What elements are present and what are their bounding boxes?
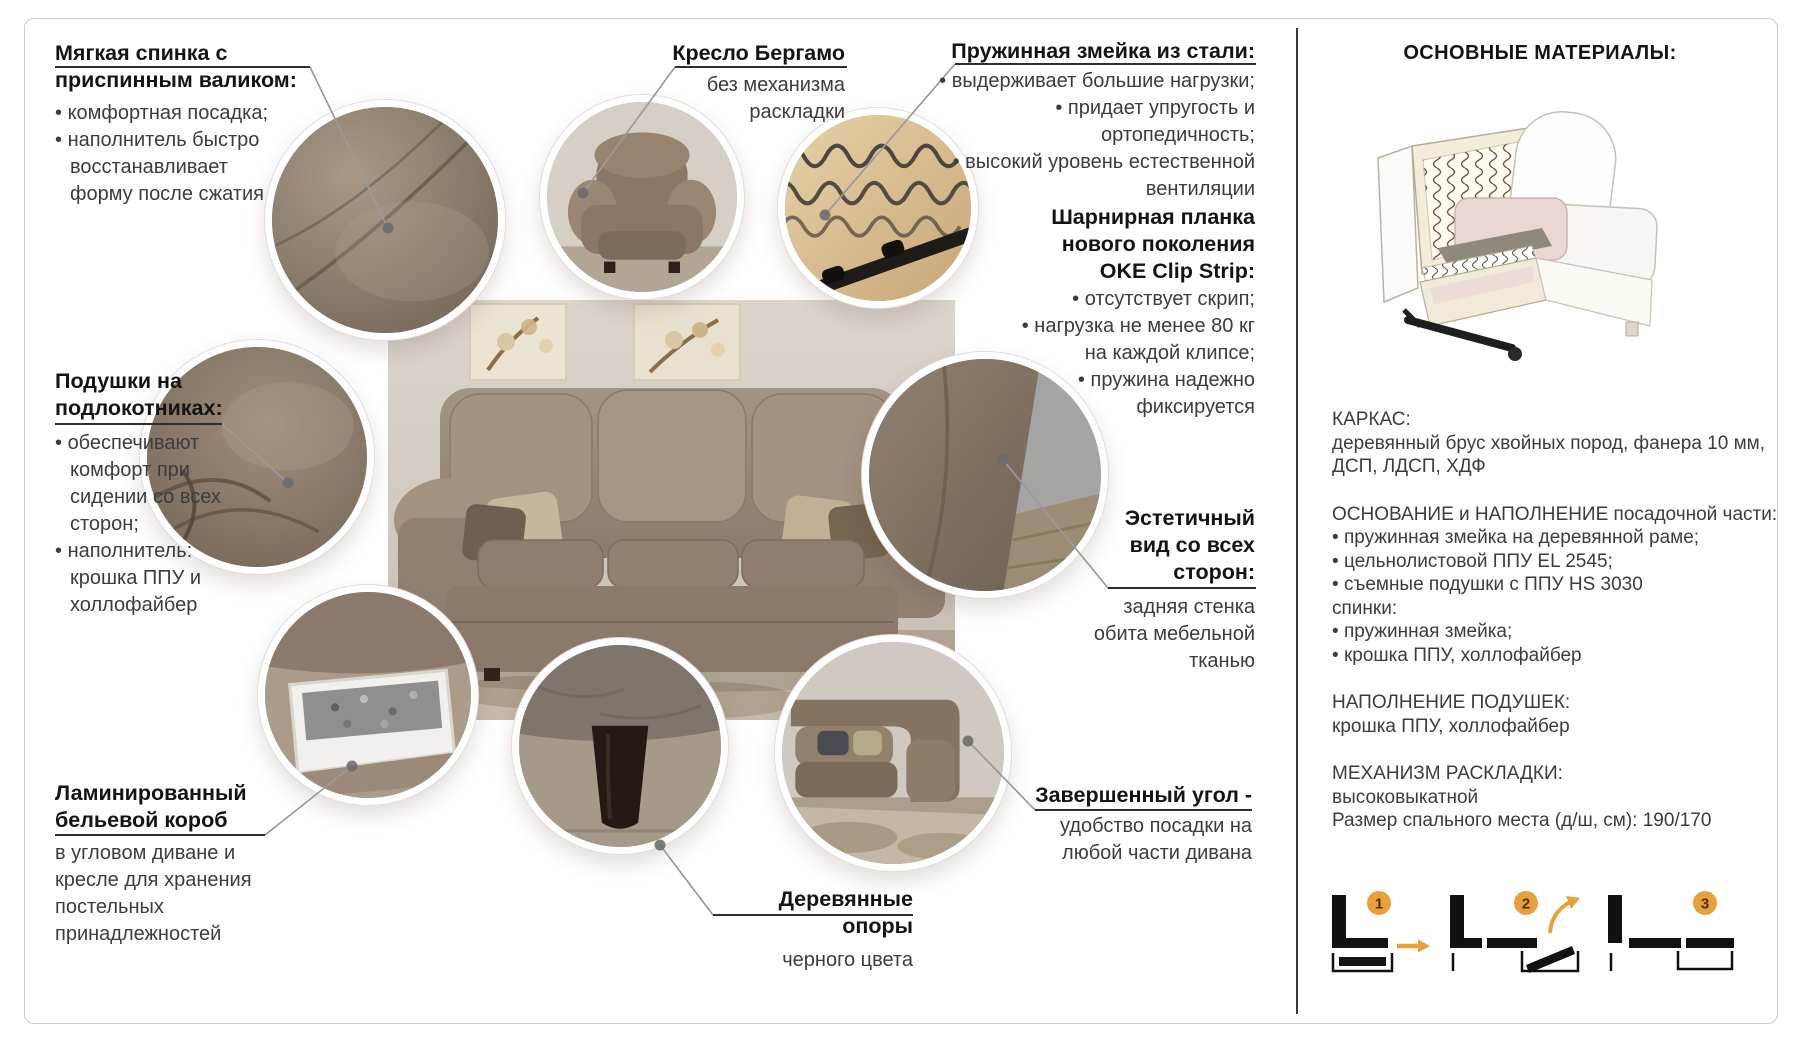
step-3-number: 3 bbox=[1700, 895, 1710, 913]
mechanism-label: МЕХАНИЗМ РАСКЛАДКИ: bbox=[1332, 763, 1563, 784]
frame-label: КАРКАС: bbox=[1332, 409, 1411, 430]
callout-aesthetic-title: Эстетичный вид со всех сторон: bbox=[1124, 506, 1255, 584]
callout-springs-bullets: • выдерживает большие нагрузки; • придает упругость и ортопедичность; • высокий уровень естественной вентиляции bbox=[923, 68, 1255, 203]
step-3 bbox=[1608, 891, 1734, 971]
callout-linen-box-title: Ламинированный бельевой короб bbox=[55, 781, 247, 832]
frame-section bbox=[1332, 408, 1780, 479]
photo-linen-drawer-box bbox=[258, 585, 478, 805]
step-1 bbox=[1332, 891, 1430, 971]
callout-soft-back bbox=[55, 40, 317, 208]
foldout-steps-diagram bbox=[1330, 885, 1760, 990]
pillow-label: НАПОЛНЕНИЕ ПОДУШЕК: bbox=[1332, 692, 1571, 713]
base-label: ОСНОВАНИЕ и НАПОЛНЕНИЕ посадочной части: bbox=[1332, 503, 1778, 525]
callout-armrest-pillows bbox=[55, 368, 233, 619]
bed-size-text: Размер спального места (д/ш, см): 190/170 bbox=[1332, 810, 1712, 831]
step-2 bbox=[1450, 891, 1580, 973]
base-bullets: • пружинная змейка на деревянной раме; • цельнолистовой ППУ EL 2545; • съемные подушки с ППУ HS 3030 bbox=[1332, 526, 1780, 597]
callout-wooden-legs-text: черного цвета bbox=[782, 949, 913, 971]
callout-linen-box bbox=[55, 780, 273, 948]
callout-wooden-legs-title: Деревянные опоры bbox=[778, 887, 913, 938]
callout-finished-corner bbox=[1012, 782, 1252, 867]
callout-linen-box-text: в угловом диване и кресле для хранения постельных принадлежностей bbox=[55, 842, 252, 945]
back-label: спинки: bbox=[1332, 597, 1398, 619]
base-section bbox=[1332, 503, 1780, 668]
wall-picture-left bbox=[470, 304, 566, 380]
mechanism-text: высоковыкатной bbox=[1332, 786, 1479, 808]
photo-corner-sofa bbox=[775, 635, 1011, 871]
step-1-number: 1 bbox=[1374, 895, 1384, 913]
panel-divider bbox=[1296, 28, 1298, 1014]
wall-picture-right bbox=[634, 304, 740, 380]
photo-wooden-leg bbox=[512, 638, 728, 854]
callout-finished-corner-title: Завершенный угол - bbox=[1035, 783, 1252, 807]
step-2-number: 2 bbox=[1521, 895, 1531, 913]
callout-wooden-legs bbox=[708, 886, 913, 974]
callout-armchair-subtitle: без механизма раскладки bbox=[706, 74, 845, 123]
materials-panel-title: ОСНОВНЫЕ МАТЕРИАЛЫ: bbox=[1403, 42, 1677, 64]
callout-aesthetic-text: задняя стенка обита мебельной тканью bbox=[1093, 596, 1255, 672]
pillow-section bbox=[1332, 691, 1780, 738]
callout-soft-back-bullets: • комфортная посадка; • наполнитель быстро восстанавливает форму после сжатия bbox=[55, 100, 283, 208]
callout-springs-subtitle-bullets: • отсутствует скрип; • нагрузка не менее 80 кг на каждой клипсе; • пружина надежно фиксируется bbox=[1003, 286, 1255, 421]
materials-panel-text bbox=[1332, 408, 1780, 857]
callout-aesthetic bbox=[1085, 505, 1255, 675]
sofa-cutaway-illustration bbox=[1360, 88, 1680, 388]
callout-springs-title: Пружинная змейка из стали: bbox=[951, 39, 1255, 63]
callout-springs bbox=[923, 38, 1255, 421]
mechanism-section bbox=[1332, 762, 1780, 833]
frame-text: деревянный брус хвойных пород, фанера 10 мм, ДСП, ЛДСП, ХДФ bbox=[1332, 432, 1765, 477]
callout-soft-back-title: Мягкая спинка с приспинным валиком: bbox=[55, 41, 297, 92]
pillow-text: крошка ППУ, холлофайбер bbox=[1332, 715, 1570, 737]
callout-armrest-pillows-title: Подушки на подлокотниках: bbox=[55, 369, 223, 420]
callout-finished-corner-text: удобство посадки на любой части дивана bbox=[1060, 815, 1252, 864]
callout-springs-subtitle: Шарнирная планка нового поколения OKE Clip Strip: bbox=[1051, 205, 1255, 283]
callout-armchair-title: Кресло Бергамо bbox=[672, 41, 845, 65]
callout-armrest-pillows-bullets: • обеспечивают комфорт при сидении со всех сторон; • наполнитель: крошка ППУ и холлофайбер bbox=[55, 430, 223, 619]
callout-armchair bbox=[585, 40, 845, 126]
back-bullets: • пружинная змейка; • крошка ППУ, холлофайбер bbox=[1332, 620, 1780, 667]
